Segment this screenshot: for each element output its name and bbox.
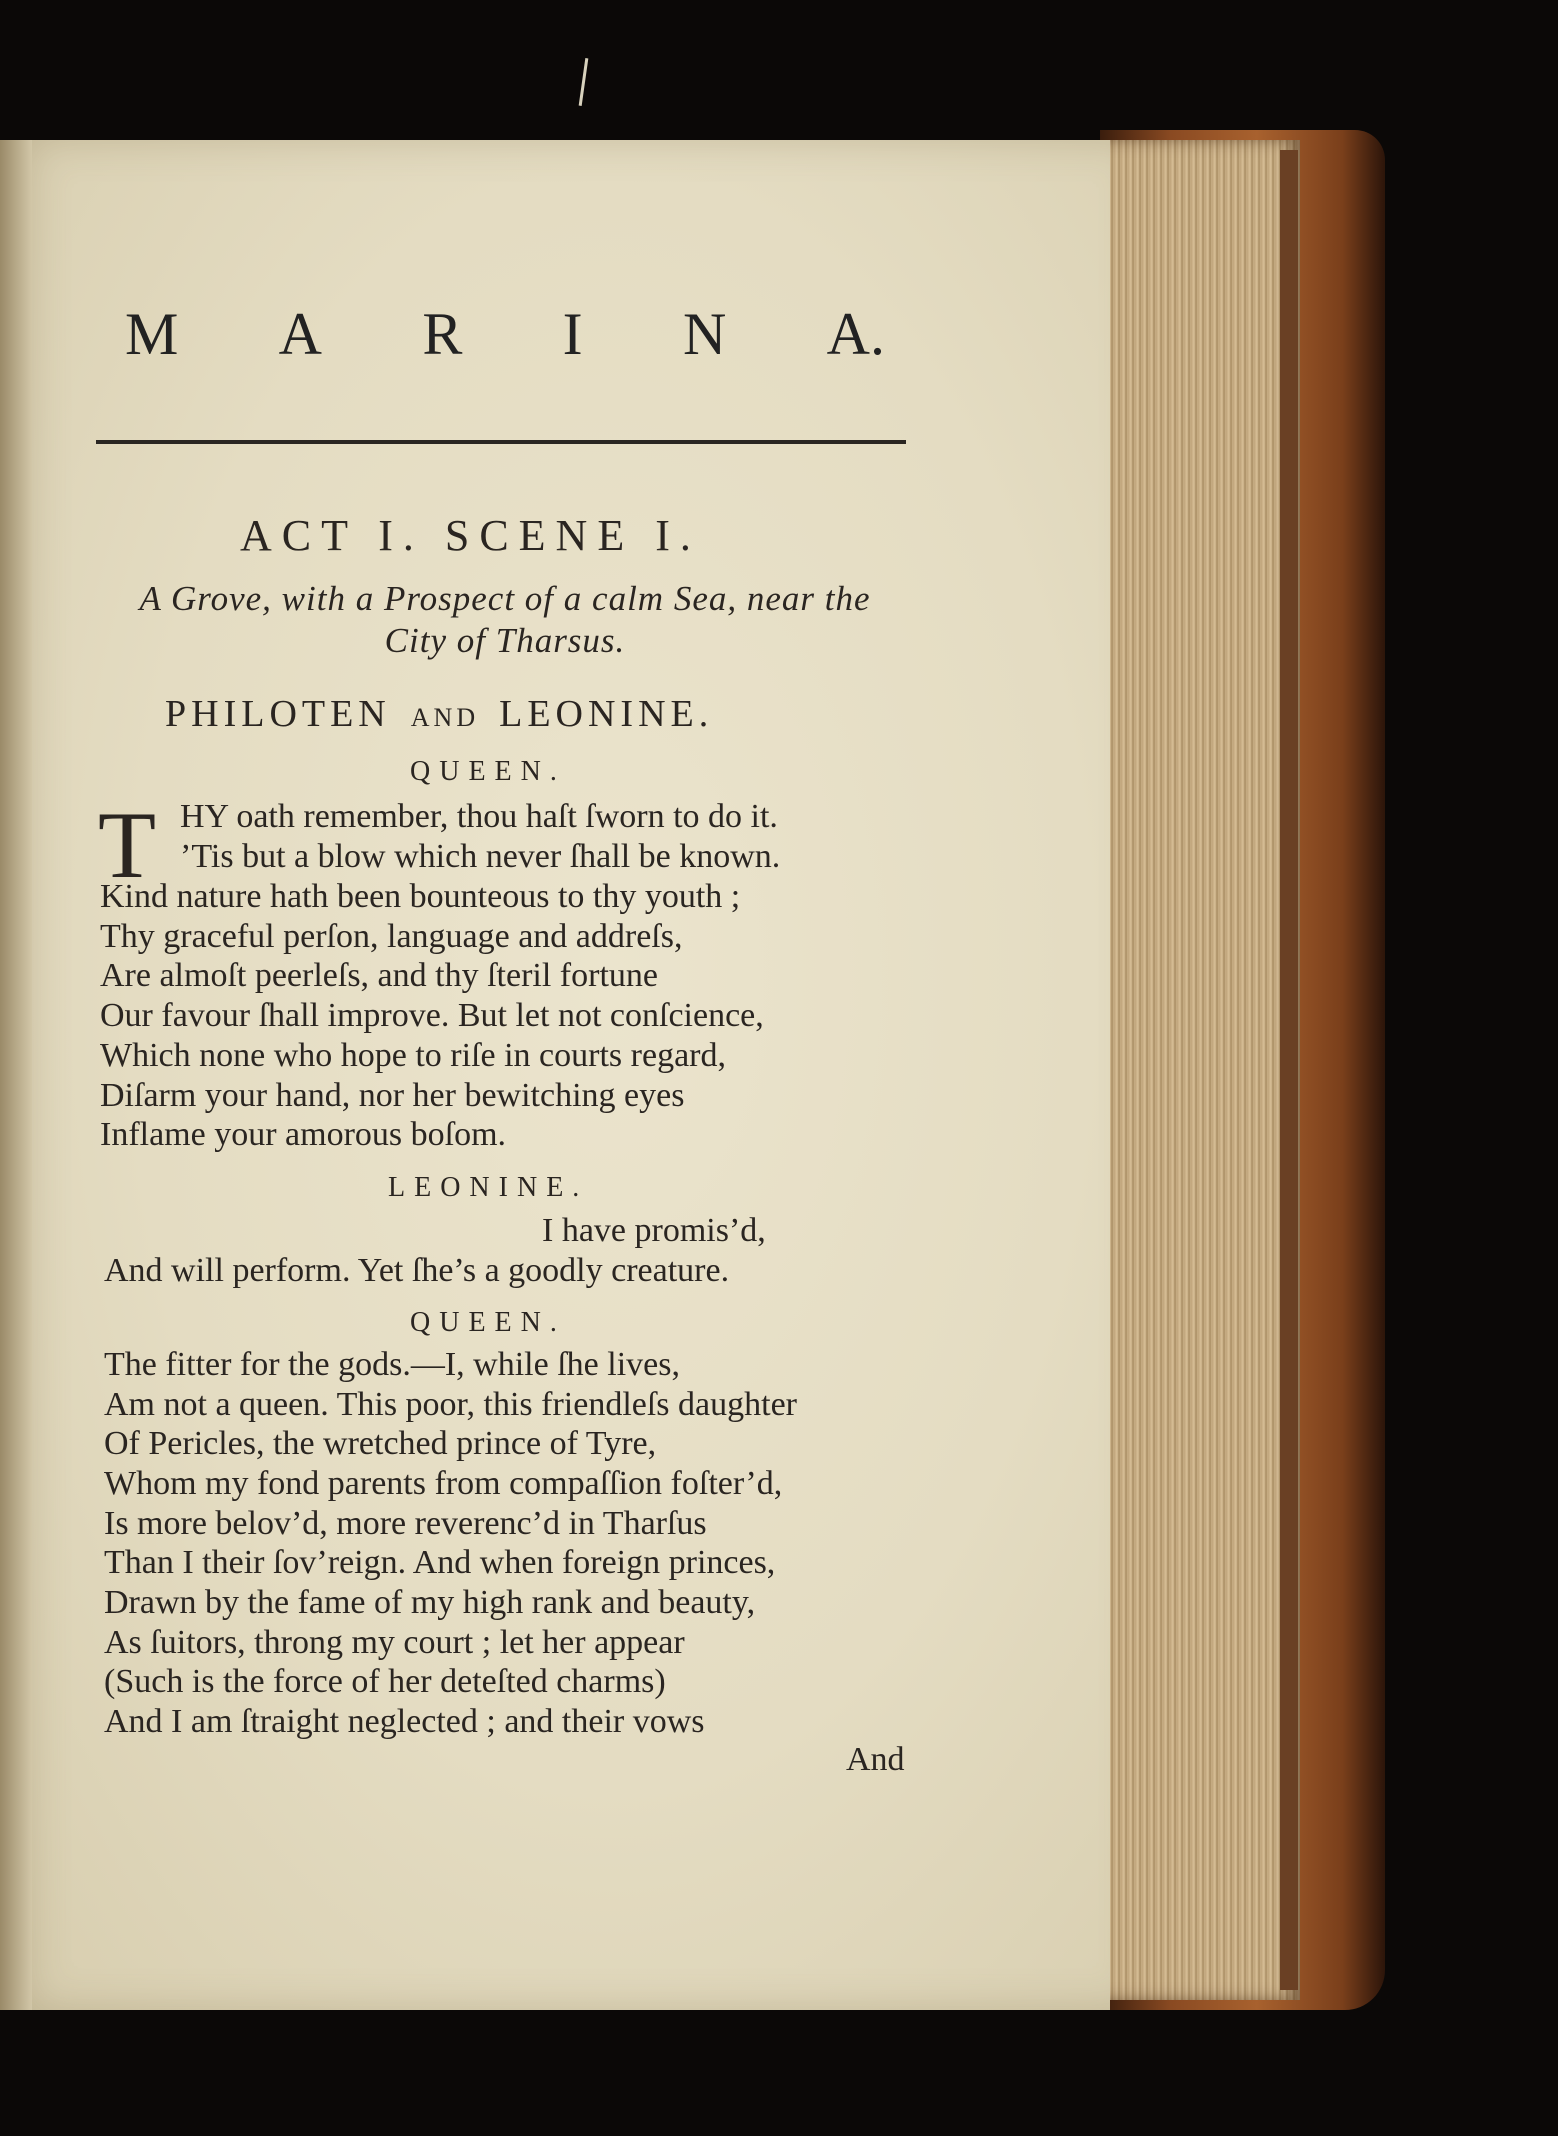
verse-line: Than I their ſov’reign. And when foreign princes, <box>104 1544 776 1581</box>
title-letter: A. <box>826 301 885 367</box>
and-word: AND <box>410 703 480 732</box>
title-rule <box>96 440 906 444</box>
character-name: PHILOTEN <box>165 693 391 735</box>
verse-line: Are almoſt peerleſs, and thy ſteril fortune <box>100 957 658 994</box>
drop-cap: T <box>98 792 157 898</box>
setting-line: A Grove, with a Prospect of a calm Sea, near the <box>139 579 871 618</box>
verse-line: (Such is the force of her deteſted charms) <box>104 1663 666 1700</box>
verse-line: ’Tis but a blow which never ſhall be known. <box>180 838 781 875</box>
title-letter: M <box>125 301 179 367</box>
title-letter: R <box>422 301 463 367</box>
verse-line: The fitter for the gods.—I, while ſhe lives, <box>104 1346 680 1383</box>
verse-line: As ſuitors, throng my court ; let her appear <box>104 1624 685 1661</box>
catchword: And <box>846 1741 905 1778</box>
page-gutter <box>0 140 32 2010</box>
title-letter: I <box>562 301 583 367</box>
verse-line: Whom my fond parents from compaſſion foſter’d, <box>104 1465 783 1502</box>
speaker-leonine: LEONINE. <box>388 1172 589 1203</box>
verse-line: Inflame your amorous boſom. <box>100 1116 507 1153</box>
verse-line: Thy graceful perſon, language and addreſs, <box>100 918 683 955</box>
verse-line: I have promis’d, <box>542 1212 766 1249</box>
verse-line: Of Pericles, the wretched prince of Tyre, <box>104 1425 657 1462</box>
play-title <box>125 300 885 369</box>
page-edges <box>1100 140 1300 2000</box>
verse-line: Is more belov’d, more reverenc’d in Tharſus <box>104 1505 707 1542</box>
verse-line: Am not a queen. This poor, this friendleſs daughter <box>104 1386 797 1423</box>
character-name: LEONINE. <box>499 693 714 735</box>
setting-line: City of Tharsus. <box>384 621 626 660</box>
verse-line: Diſarm your hand, nor her bewitching eyes <box>100 1077 685 1114</box>
speaker-queen: QUEEN. <box>410 1307 566 1338</box>
verse-line: HY oath remember, thou haſt ſworn to do it. <box>180 798 778 835</box>
verse-line: Which none who hope to riſe in courts regard, <box>100 1037 726 1074</box>
speaker-queen: QUEEN. <box>410 756 566 787</box>
verse-line: And I am ſtraight neglected ; and their vows <box>104 1703 705 1740</box>
act-scene-heading: ACT I. SCENE I. <box>240 511 701 560</box>
verse-line: Drawn by the fame of my high rank and beauty, <box>104 1584 756 1621</box>
verse-line: Kind nature hath been bounteous to thy youth ; <box>100 878 741 915</box>
characters-heading <box>165 692 713 736</box>
scene-setting <box>100 578 910 662</box>
cover-inner-edge <box>1280 150 1298 1990</box>
verse-line: And will perform. Yet ſhe’s a goodly creature. <box>104 1252 730 1289</box>
title-letter: N <box>682 301 727 367</box>
title-letter: A <box>278 301 323 367</box>
verse-line: Our favour ſhall improve. But let not conſcience, <box>100 997 764 1034</box>
paper-mark <box>579 58 589 106</box>
